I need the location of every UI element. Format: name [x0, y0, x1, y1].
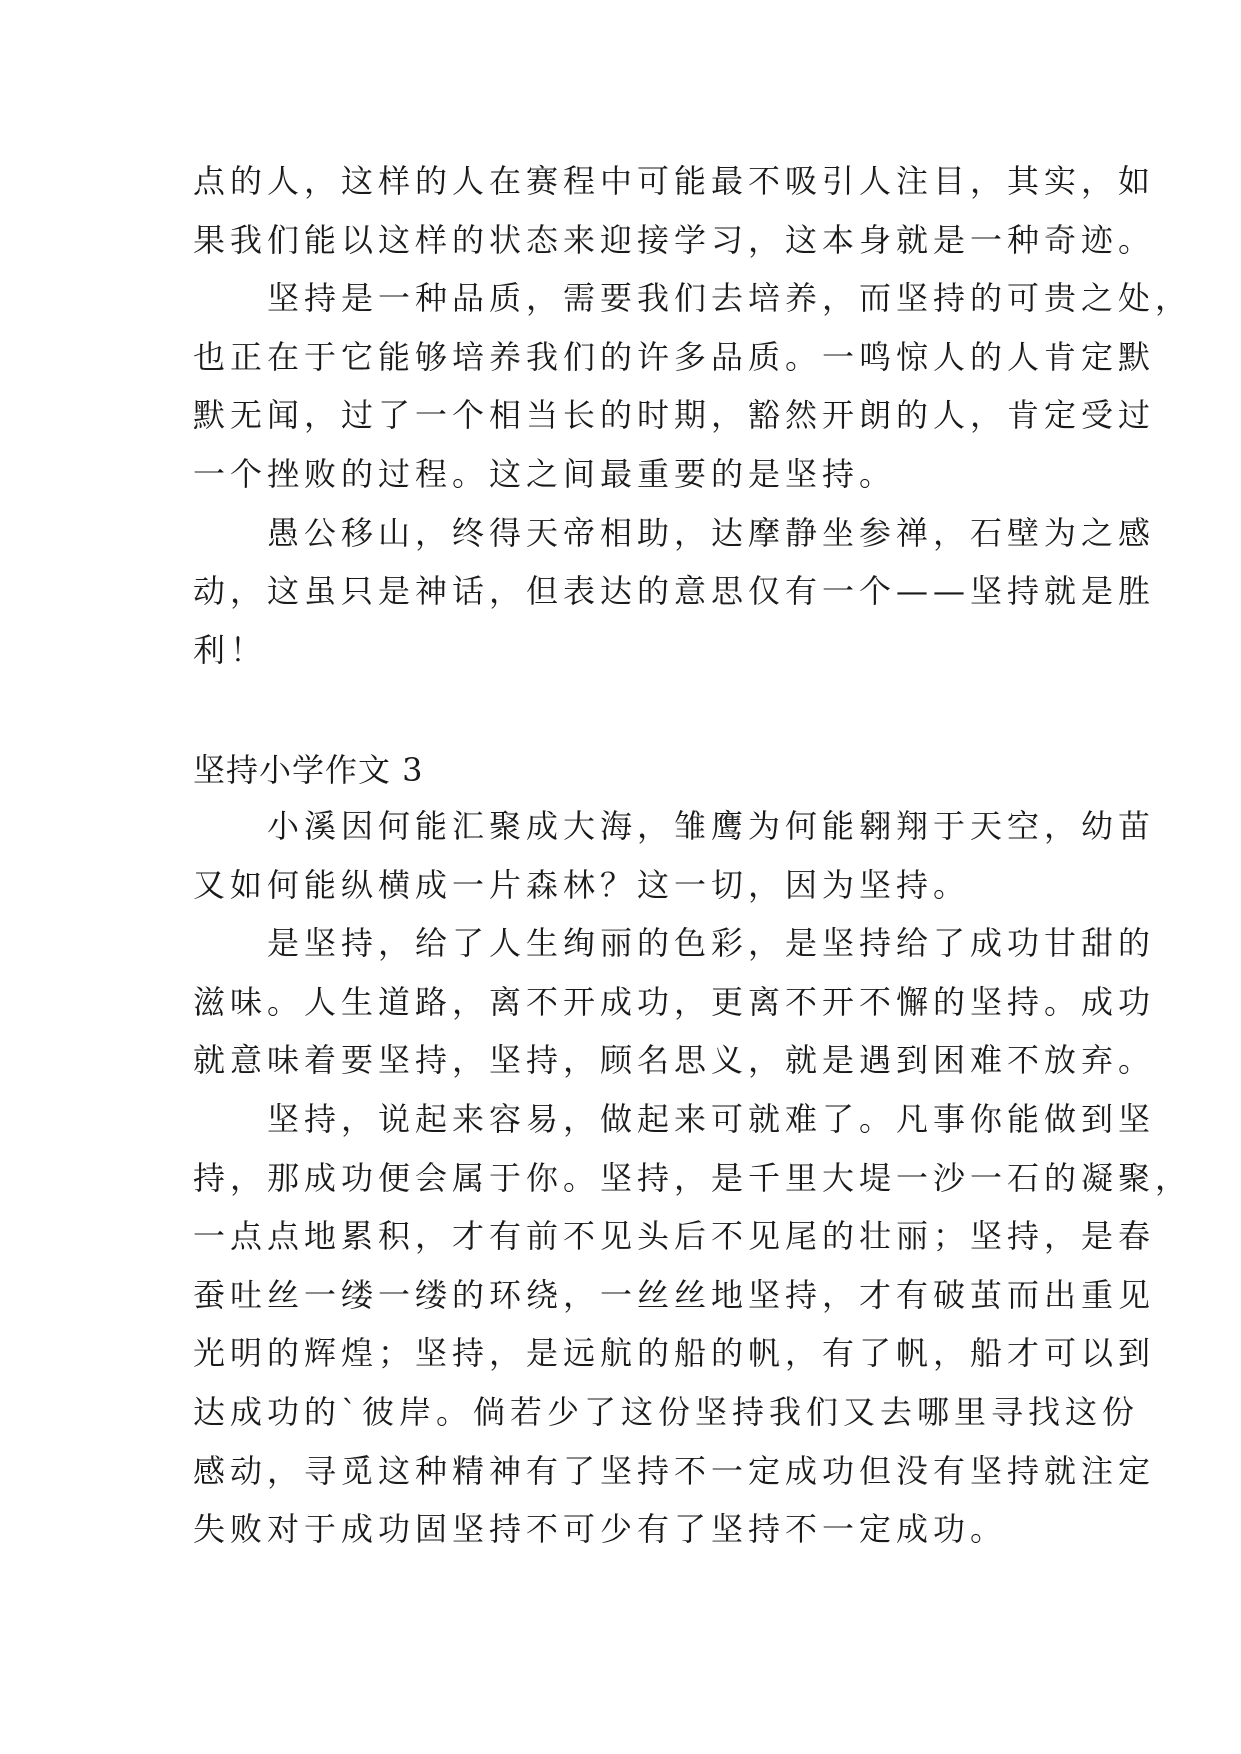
text-line: 一点点地累积，才有前不见头后不见尾的壮丽；坚持，是春: [193, 1217, 1156, 1256]
body-text-section-a: [193, 152, 1193, 679]
text-line: 蚕吐丝一缕一缕的环绕，一丝丝地坚持，才有破茧而出重见: [193, 1275, 1156, 1314]
text-line: 感动，寻觅这种精神有了坚持不一定成功但没有坚持就注定: [193, 1451, 1156, 1490]
text-line: 失败对于成功固坚持不可少有了坚持不一定成功。: [193, 1510, 1008, 1549]
text-line: 持，那成功便会属于你。坚持，是千里大堤一沙一石的凝聚，: [193, 1158, 1193, 1197]
text-line: 光明的辉煌；坚持，是远航的船的帆，有了帆，船才可以到: [193, 1334, 1156, 1373]
text-line: 动，这虽只是神话，但表达的意思仅有一个——坚持就是胜: [193, 572, 1156, 611]
text-line: 小溪因何能汇聚成大海，雏鹰为何能翱翔于天空，幼苗: [193, 807, 1156, 845]
text-line: 利！: [193, 630, 268, 669]
text-line: 默无闻，过了一个相当长的时期，豁然开朗的人，肯定受过: [193, 396, 1156, 435]
section-heading: 坚持小学作文 3: [193, 751, 424, 789]
text-line: 又如何能纵横成一片森林？这一切，因为坚持。: [193, 865, 971, 904]
text-line: 坚持，说起来容易，做起来可就难了。凡事你能做到坚: [193, 1099, 1156, 1138]
text-line: 果我们能以这样的状态来迎接学习，这本身就是一种奇迹。: [193, 220, 1156, 259]
text-line: 愚公移山，终得天帝相助，达摩静坐参禅，石壁为之感: [193, 513, 1156, 552]
text-line: 点的人，这样的人在赛程中可能最不吸引人注目，其实，如: [193, 162, 1156, 200]
body-text-section-b: [193, 797, 1193, 1559]
text-line: 滋味。人生道路，离不开成功，更离不开不懈的坚持。成功: [193, 982, 1156, 1021]
text-line: 是坚持，给了人生绚丽的色彩，是坚持给了成功甘甜的: [193, 924, 1156, 963]
text-line: 坚持是一种品质，需要我们去培养，而坚持的可贵之处，: [193, 279, 1193, 318]
text-line: 也正在于它能够培养我们的许多品质。一鸣惊人的人肯定默: [193, 337, 1156, 376]
text-line: 一个挫败的过程。这之间最重要的是坚持。: [193, 454, 897, 493]
text-line: 就意味着要坚持，坚持，顾名思义，就是遇到困难不放弃。: [193, 1041, 1156, 1080]
text-line: 达成功的`彼岸。倘若少了这份坚持我们又去哪里寻找这份: [193, 1392, 1140, 1431]
